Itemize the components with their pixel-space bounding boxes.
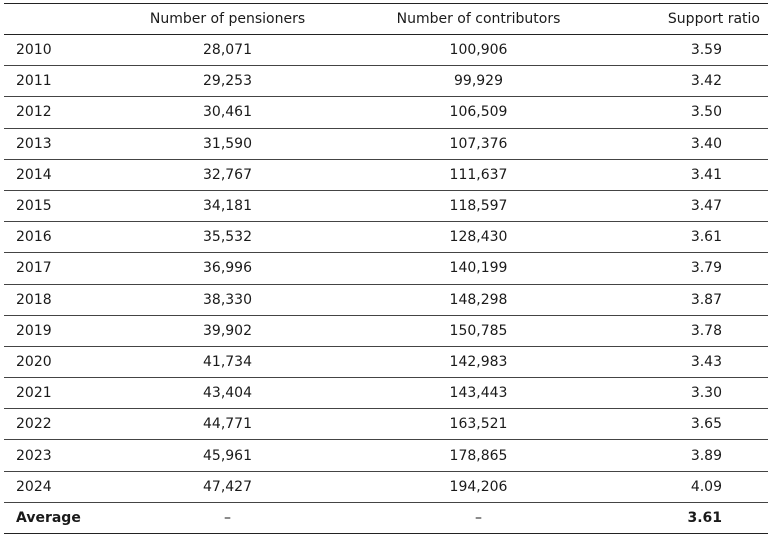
row-support-ratio: 3.59	[690, 42, 722, 59]
row-pensioners: 30,461	[203, 104, 252, 121]
table-row	[4, 128, 768, 159]
row-pensioners: 39,902	[203, 322, 252, 339]
row-pensioners: 47,427	[203, 478, 252, 495]
table-row	[4, 190, 768, 221]
row-support-ratio: 3.50	[690, 104, 722, 121]
row-contributors: 194,206	[449, 478, 508, 495]
row-pensioners: 31,590	[203, 135, 252, 152]
row-year: 2021	[16, 385, 52, 402]
row-pensioners: 32,767	[203, 166, 252, 183]
row-support-ratio: 3.41	[690, 166, 722, 183]
row-contributors: 106,509	[449, 104, 508, 121]
row-year: 2017	[16, 260, 52, 277]
row-support-ratio: 3.43	[690, 353, 722, 370]
row-pensioners: 28,071	[203, 42, 252, 59]
row-pensioners: 35,532	[203, 229, 252, 246]
table-row	[4, 284, 768, 315]
row-year: 2019	[16, 322, 52, 339]
average-contributors: –	[475, 509, 482, 526]
row-year: 2011	[16, 73, 52, 90]
row-contributors: 163,521	[449, 416, 508, 433]
row-support-ratio: 3.65	[690, 416, 722, 433]
row-year: 2024	[16, 478, 52, 495]
row-contributors: 140,199	[449, 260, 508, 277]
row-contributors: 99,929	[454, 73, 503, 90]
table-row	[4, 35, 768, 66]
table-row	[4, 222, 768, 253]
table-body	[4, 35, 768, 534]
row-contributors: 148,298	[449, 291, 508, 308]
row-year: 2016	[16, 229, 52, 246]
row-year: 2014	[16, 166, 52, 183]
header-row	[4, 4, 768, 35]
average-pensioners: –	[224, 509, 231, 526]
support-ratio-table-container	[4, 3, 768, 534]
row-support-ratio: 3.40	[690, 135, 722, 152]
row-year: 2022	[16, 416, 52, 433]
header-contributors: Number of contributors	[396, 11, 561, 27]
table-row	[4, 97, 768, 128]
table-row	[4, 253, 768, 284]
row-year: 2015	[16, 198, 52, 215]
row-support-ratio: 4.09	[690, 478, 722, 495]
table-row	[4, 159, 768, 190]
row-contributors: 143,443	[449, 385, 508, 402]
row-contributors: 150,785	[449, 322, 508, 339]
row-year: 2020	[16, 353, 52, 370]
average-row	[4, 502, 768, 533]
row-year: 2023	[16, 447, 52, 464]
table-row	[4, 409, 768, 440]
row-pensioners: 29,253	[203, 73, 252, 90]
row-pensioners: 38,330	[203, 291, 252, 308]
row-year: 2018	[16, 291, 52, 308]
row-pensioners: 45,961	[203, 447, 252, 464]
table-row	[4, 440, 768, 471]
row-year: 2013	[16, 135, 52, 152]
table-row	[4, 378, 768, 409]
row-contributors: 100,906	[449, 42, 508, 59]
row-contributors: 107,376	[449, 135, 508, 152]
row-pensioners: 43,404	[203, 385, 252, 402]
header-year	[4, 4, 114, 35]
row-contributors: 178,865	[449, 447, 508, 464]
row-support-ratio: 3.87	[690, 291, 722, 308]
table-header	[4, 4, 768, 35]
table-row	[4, 66, 768, 97]
row-pensioners: 41,734	[203, 353, 252, 370]
support-ratio-table	[4, 3, 768, 534]
row-support-ratio: 3.78	[690, 322, 722, 339]
table-row	[4, 346, 768, 377]
row-year: 2010	[16, 42, 52, 59]
row-contributors: 118,597	[449, 198, 508, 215]
header-support-ratio: Support ratio	[667, 11, 760, 27]
row-contributors: 111,637	[449, 166, 508, 183]
row-support-ratio: 3.30	[690, 385, 722, 402]
average-support-ratio: 3.61	[687, 509, 722, 526]
row-support-ratio: 3.89	[690, 447, 722, 464]
row-support-ratio: 3.61	[690, 229, 722, 246]
row-year: 2012	[16, 104, 52, 121]
row-pensioners: 34,181	[203, 198, 252, 215]
header-pensioners: Number of pensioners	[149, 11, 306, 27]
table-row	[4, 471, 768, 502]
table-row	[4, 315, 768, 346]
row-support-ratio: 3.47	[690, 198, 722, 215]
row-support-ratio: 3.42	[690, 73, 722, 90]
row-pensioners: 44,771	[203, 416, 252, 433]
average-label: Average	[16, 509, 81, 526]
row-support-ratio: 3.79	[690, 260, 722, 277]
row-contributors: 128,430	[449, 229, 508, 246]
row-pensioners: 36,996	[203, 260, 252, 277]
row-contributors: 142,983	[449, 353, 508, 370]
